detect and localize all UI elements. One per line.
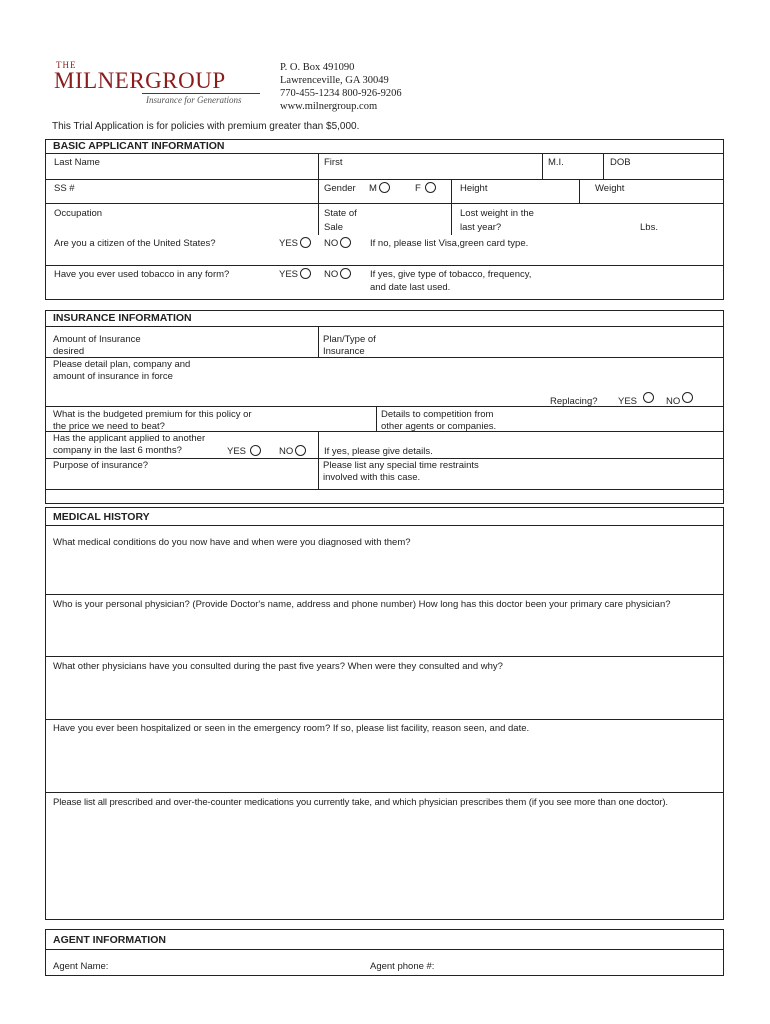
replacing-label: Replacing? — [550, 396, 598, 407]
lost-weight-line: Lost weight in the — [460, 208, 534, 219]
competition-label — [381, 409, 496, 433]
citizen-question: Are you a citizen of the United States? — [54, 238, 216, 249]
medical-section-title: MEDICAL HISTORY — [53, 511, 150, 523]
lost-weight-line: last year? — [460, 222, 502, 233]
divider — [45, 489, 724, 490]
lbs-label: Lbs. — [640, 222, 658, 233]
amount-label — [53, 334, 141, 358]
state-of-sale-line: State of — [324, 208, 357, 219]
tobacco-yes-radio[interactable] — [300, 268, 311, 279]
competition-line: Details to competition from — [381, 409, 494, 420]
state-of-sale-label — [324, 208, 357, 234]
citizen-yes-radio[interactable] — [300, 237, 311, 248]
divider — [318, 326, 319, 357]
restraints-line: Please list any special time restraints — [323, 460, 479, 471]
lost-weight-label — [460, 208, 534, 234]
medical-question-1: What medical conditions do you now have and when were you diagnosed with them? — [53, 537, 411, 548]
tobacco-no-radio[interactable] — [340, 268, 351, 279]
citizen-note: If no, please list Visa,green card type. — [370, 238, 529, 249]
budget-line: What is the budgeted premium for this policy or — [53, 409, 252, 420]
ss-field[interactable] — [90, 180, 315, 202]
divider — [45, 656, 724, 657]
gender-m-radio[interactable] — [379, 182, 390, 193]
divider — [542, 153, 543, 179]
address-line: Lawrenceville, GA 30049 — [280, 75, 389, 86]
detail-plan-line: amount of insurance in force — [53, 371, 173, 382]
divider — [318, 153, 319, 235]
applied-line: Has the applicant applied to another — [53, 433, 206, 444]
applied-yes-label: YES — [227, 446, 247, 457]
divider — [451, 179, 452, 235]
divider — [45, 326, 724, 327]
divider — [45, 949, 724, 950]
logo-tagline: Insurance for Generations — [146, 95, 242, 105]
tobacco-yes-label: YES — [279, 269, 299, 280]
tobacco-note-line: and date last used. — [370, 282, 451, 293]
first-name-field[interactable] — [350, 154, 540, 178]
medical-answer-2[interactable] — [47, 614, 722, 654]
divider — [45, 594, 724, 595]
state-of-sale-line: Sale — [324, 222, 344, 233]
ss-label: SS # — [54, 183, 75, 194]
gender-f-label: F — [415, 183, 421, 194]
divider — [603, 153, 604, 179]
first-name-label: First — [324, 157, 343, 168]
replacing-yes-label: YES — [618, 396, 638, 407]
dob-label: DOB — [610, 157, 631, 168]
budget-line: the price we need to beat? — [53, 421, 165, 432]
intro-text: This Trial Application is for policies with premium greater than $5,000. — [52, 121, 360, 132]
agent-name-field[interactable] — [115, 952, 360, 974]
last-name-label: Last Name — [54, 157, 100, 168]
detail-plan-line: Please detail plan, company and — [53, 359, 191, 370]
medical-question-2: Who is your personal physician? (Provide Doctor's name, address and phone number) How long has this doctor been your primary care physician? — [53, 599, 671, 610]
divider — [45, 525, 724, 526]
applied-no-label: NO — [279, 446, 294, 457]
occupation-field[interactable] — [110, 204, 315, 232]
restraints-line: involved with this case. — [323, 472, 421, 483]
citizen-no-radio[interactable] — [340, 237, 351, 248]
tobacco-note — [370, 269, 531, 294]
logo-main: MILNERGROUP — [54, 68, 226, 93]
plan-type-line: Plan/Type of — [323, 334, 376, 345]
height-label: Height — [460, 183, 488, 194]
budget-label — [53, 409, 252, 433]
amount-line: Amount of Insurance — [53, 334, 141, 345]
address-line: P. O. Box 491090 — [280, 62, 355, 73]
dob-field[interactable] — [635, 154, 721, 178]
medical-question-4: Have you ever been hospitalized or seen in the emergency room? If so, please list facility, reason seen, and date. — [53, 723, 530, 734]
occupation-label: Occupation — [54, 208, 103, 219]
applied-line: company in the last 6 months? — [53, 445, 182, 456]
applied-no-radio[interactable] — [295, 445, 306, 456]
basic-section-title: BASIC APPLICANT INFORMATION — [53, 140, 225, 152]
divider — [318, 431, 319, 489]
applied-yes-radio[interactable] — [250, 445, 261, 456]
competition-line: other agents or companies. — [381, 421, 497, 432]
gender-m-label: M — [369, 183, 377, 194]
medical-question-5: Please list all prescribed and over-the-counter medications you currently take, and which physician prescribes them (if you see more than one doctor). — [53, 797, 668, 808]
medical-answer-5[interactable] — [47, 812, 722, 916]
logo-rule — [142, 93, 260, 94]
divider — [45, 792, 724, 793]
medical-answer-4[interactable] — [47, 738, 722, 788]
citizen-no-label: NO — [324, 238, 339, 249]
divider — [45, 458, 724, 459]
replacing-yes-radio[interactable] — [643, 392, 654, 403]
tobacco-note-line: If yes, give type of tobacco, frequency, — [370, 269, 532, 280]
address-line: 770-455-1234 800-926-9206 — [280, 88, 402, 99]
plan-type-label — [323, 334, 376, 358]
divider — [45, 265, 724, 266]
divider — [579, 179, 580, 203]
medical-question-3: What other physicians have you consulted during the past five years? When were they consulted and why? — [53, 661, 503, 672]
divider — [45, 357, 724, 358]
divider — [376, 406, 377, 431]
divider — [45, 719, 724, 720]
tobacco-no-label: NO — [324, 269, 339, 280]
citizen-yes-label: YES — [279, 238, 299, 249]
restraints-label — [323, 460, 479, 484]
tobacco-question: Have you ever used tobacco in any form? — [54, 269, 230, 280]
medical-answer-3[interactable] — [47, 676, 722, 716]
gender-f-radio[interactable] — [425, 182, 436, 193]
medical-answer-1[interactable] — [47, 552, 722, 592]
logo-the: THE — [56, 60, 77, 70]
insurance-section-title: INSURANCE INFORMATION — [53, 312, 192, 324]
agent-name-label: Agent Name: — [53, 961, 109, 972]
gender-label: Gender — [324, 183, 356, 194]
weight-label: Weight — [595, 183, 625, 194]
address-block — [280, 61, 402, 113]
agent-section-title: AGENT INFORMATION — [53, 934, 166, 946]
address-link[interactable]: www.milnergroup.com — [280, 101, 378, 112]
amount-line: desired — [53, 346, 85, 357]
plan-type-line: Insurance — [323, 346, 365, 357]
replacing-no-label: NO — [666, 396, 681, 407]
replacing-no-radio[interactable] — [682, 392, 693, 403]
agent-phone-field[interactable] — [442, 952, 720, 974]
detail-plan-label — [53, 359, 190, 383]
last-name-field[interactable] — [120, 154, 315, 178]
mi-label: M.I. — [548, 157, 564, 168]
applied-note: If yes, please give details. — [324, 446, 433, 457]
applied-label — [53, 433, 205, 457]
purpose-label: Purpose of insurance? — [53, 460, 149, 471]
agent-phone-label: Agent phone #: — [370, 961, 435, 972]
